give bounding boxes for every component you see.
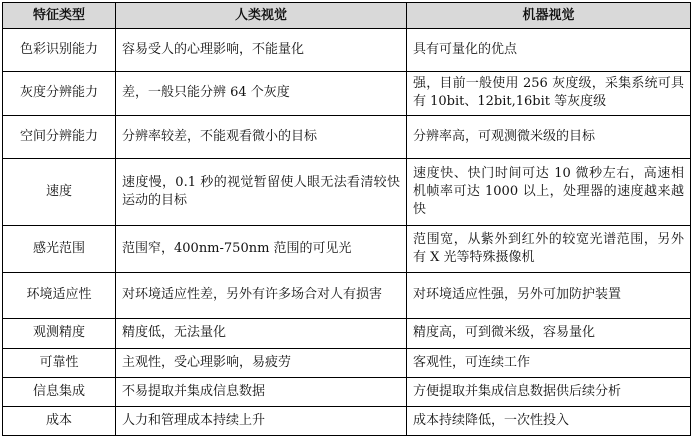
row-human: 不易提取并集成信息数据 [116,377,407,406]
header-machine-vision: 机器视觉 [407,3,691,29]
header-row [3,3,691,29]
row-human: 范围窄，400nm-750nm 范围的可见光 [116,225,407,272]
row-feature: 灰度分辨能力 [3,71,116,115]
row-machine: 速度快、快门时间可达 10 微秒左右，高速相机帧率可达 1000 以上，处理器的速度越来越快 [407,158,691,225]
row-feature: 空间分辨能力 [3,115,116,158]
table-row [3,115,691,158]
row-human: 精度低，无法量化 [116,318,407,348]
row-feature: 可靠性 [3,348,116,377]
row-feature: 感光范围 [3,225,116,272]
row-feature: 速度 [3,158,116,225]
table-row [3,71,691,115]
row-human: 差，一般只能分辨 64 个灰度 [116,71,407,115]
row-human: 分辨率较差，不能观看微小的目标 [116,115,407,158]
row-feature: 成本 [3,406,116,435]
comparison-table [2,2,691,436]
header-feature-type: 特征类型 [3,3,116,29]
row-human: 对环境适应性差，另外有许多场合对人有损害 [116,272,407,318]
table-row [3,272,691,318]
row-human: 速度慢，0.1 秒的视觉暂留使人眼无法看清较快运动的目标 [116,158,407,225]
row-machine: 精度高，可到微米级，容易量化 [407,318,691,348]
row-human: 人力和管理成本持续上升 [116,406,407,435]
row-machine: 方便提取并集成信息数据供后续分析 [407,377,691,406]
row-feature: 信息集成 [3,377,116,406]
table-row [3,158,691,225]
table-row [3,225,691,272]
table-row [3,406,691,435]
row-feature: 观测精度 [3,318,116,348]
row-feature: 环境适应性 [3,272,116,318]
row-machine: 具有可量化的优点 [407,29,691,72]
row-machine: 成本持续降低，一次性投入 [407,406,691,435]
row-human: 容易受人的心理影响，不能量化 [116,29,407,72]
table-row [3,318,691,348]
table-row [3,377,691,406]
comparison-table-container [2,2,690,436]
row-human: 主观性，受心理影响，易疲劳 [116,348,407,377]
row-feature: 色彩识别能力 [3,29,116,72]
table-row [3,29,691,72]
header-human-vision: 人类视觉 [116,3,407,29]
row-machine: 对环境适应性强，另外可加防护装置 [407,272,691,318]
row-machine: 范围宽，从紫外到红外的较宽光谱范围，另外有 X 光等特殊摄像机 [407,225,691,272]
row-machine: 分辨率高，可观测微米级的目标 [407,115,691,158]
row-machine: 客观性，可连续工作 [407,348,691,377]
row-machine: 强，目前一般使用 256 灰度级，采集系统可具有 10bit、12bit,16bit 等灰度级 [407,71,691,115]
table-row [3,348,691,377]
